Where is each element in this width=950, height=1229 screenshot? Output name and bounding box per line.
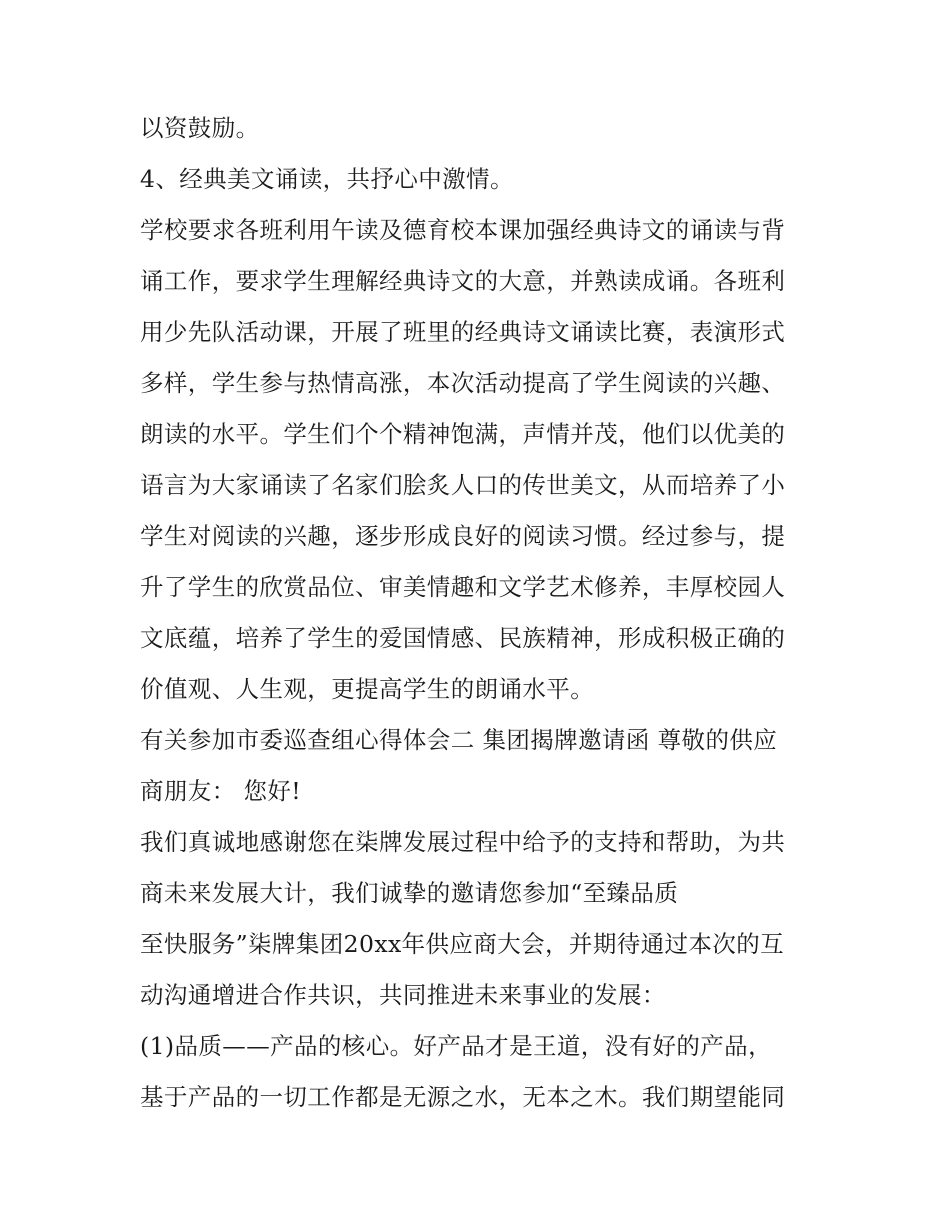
text-line: 有关参加市委巡查组心得体会二 集团揭牌邀请函 尊敬的供应 [140,726,778,754]
text-line: 价值观、人生观，更提高学生的朗诵水平。 [140,675,595,703]
text-line: 学生对阅读的兴趣，逐步形成良好的阅读习惯。经过参与，提 [140,522,786,550]
text-line: 商未来发展大计，我们诚挚的邀请您参加“至臻品质 [140,879,679,907]
text-line: 动沟通增进合作共识，共同推进未来事业的发展： [140,981,666,1009]
text-line: 至快服务”柒牌集团20xx年供应商大会，并期待通过本次的互 [140,930,785,958]
text-line: 以资鼓励。 [140,114,260,142]
text-line: 语言为大家诵读了名家们脍炙人口的传世美文，从而培养了小 [140,471,786,499]
text-line: 朗读的水平。学生们个个精神饱满，声情并茂，他们以优美的 [140,420,786,448]
text-line: 学校要求各班利用午读及德育校本课加强经典诗文的诵读与背 [140,216,786,244]
section-heading: 4、经典美文诵读，共抒心中激情。 [140,165,514,193]
text-line: 多样，学生参与热情高涨，本次活动提高了学生阅读的兴趣、 [140,369,786,397]
text-line: 升了学生的欣赏品位、审美情趣和文学艺术修养，丰厚校园人 [140,573,786,601]
text-line: 基于产品的一切工作都是无源之水，无本之木。我们期望能同 [140,1083,786,1111]
text-line: 文底蕴，培养了学生的爱国情感、民族精神，形成积极正确的 [140,624,786,652]
document-body [140,103,820,1123]
text-line: 诵工作，要求学生理解经典诗文的大意，并熟读成诵。各班利 [140,267,786,295]
text-line: (1)品质——产品的核心。好产品才是王道，没有好的产品， [140,1032,772,1060]
text-line: 商朋友： 您好! [140,777,302,805]
text-line: 我们真诚地感谢您在柒牌发展过程中给予的支持和帮助，为共 [140,828,786,856]
text-line: 用少先队活动课，开展了班里的经典诗文诵读比赛，表演形式 [140,318,786,346]
